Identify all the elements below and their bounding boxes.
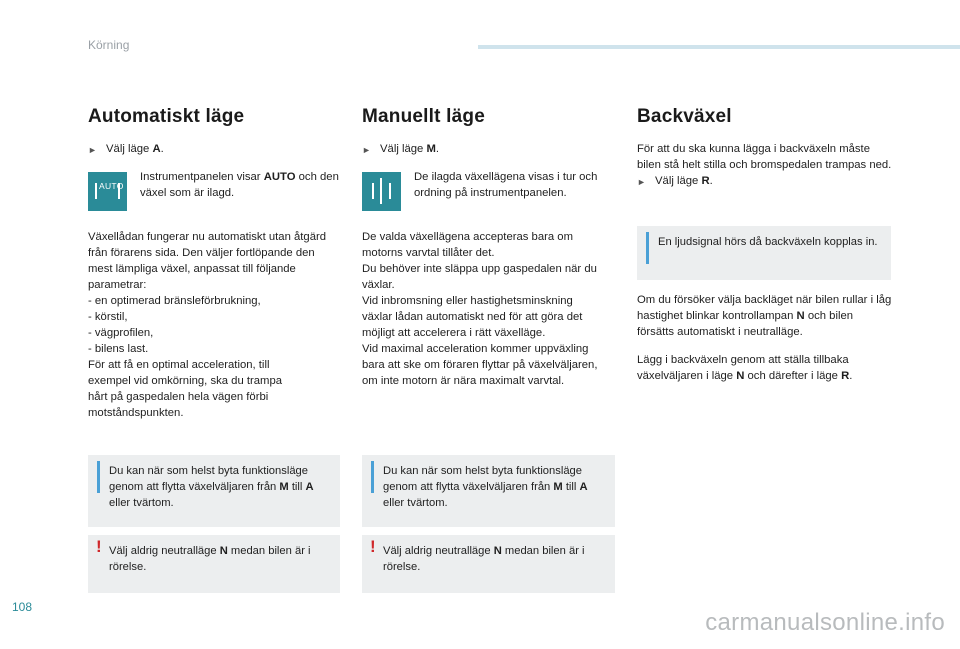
automatic-icon-row [88,169,350,213]
section-header: Körning [88,38,130,52]
reverse-step: ► Välj läge R. [637,173,892,190]
manual-step: ► Välj läge M. [362,141,624,158]
manual-title: Manuellt läge [362,106,485,127]
automatic-icon-text: Instrumentpanelen visar AUTO och den växel som är ilagd. [140,171,339,199]
header-bar [478,45,960,49]
step-arrow-icon: ► [88,145,97,155]
warning-note-box: ! Välj aldrig neutralläge N medan bilen är i rörelse. [362,535,615,593]
column-reverse [637,106,892,190]
reverse-body [637,292,892,384]
step-arrow-icon: ► [637,177,646,187]
automatic-title: Automatiskt läge [88,106,245,127]
reverse-title: Backväxel [637,106,732,127]
automatic-step: ► Välj läge A. [88,141,350,158]
watermark: carmanualsonline.info [705,609,945,636]
info-icon [97,461,100,493]
manual-body: De valda växellägena accepteras bara om motorns varvtal tillåter det. Du behöver inte släppa upp gaspedalen när du växlar. Vid inbromsning eller hastighetsminskning växlar lådan automatiskt ned för att göra det möjligt att accelerera i rätt växelläge. Vid maximal acceleration kommer uppväxling bara att ske om föraren flyttar på växelväljaren, om inte motorn är nära maximalt varvtal. [362,231,598,387]
page-number: 108 [12,600,33,614]
automatic-body: Växellådan fungerar nu automatiskt utan åtgärd från förarens sida. Den väljer fortlöpande den mest lämpliga växel, anpassat till följande parametrar: - en optimerad bränsleförbrukning, - körstil, - vägprofilen, - bilens last. För att få en optimal acceleration, till exempel vid omkörning, ska du trampa hårt på gaspedalen hela vägen förbi motståndspunkten. [88,231,327,419]
auto-mode-icon: AUTO [88,172,127,211]
warning-icon: ! [96,537,102,556]
warning-icon: ! [370,537,376,556]
column-manual [362,106,624,389]
step-arrow-icon: ► [362,145,371,155]
manual-icon-row [362,169,624,213]
reverse-intro: För att du ska kunna lägga i backväxeln måste bilen stå helt stilla och bromspedalen trampas ned. [637,143,892,171]
info-icon [646,232,649,264]
info-note-box: Du kan när som helst byta funktionsläge genom att flytta växelväljaren från M till A eller tvärtom. [362,455,615,527]
column-automatic [88,106,350,421]
info-note-box: Du kan när som helst byta funktionsläge genom att flytta växelväljaren från M till A eller tvärtom. [88,455,340,527]
manual-mode-icon [362,172,401,211]
reverse-para-2: Lägg i backväxeln genom att ställa tillbaka växelväljaren i läge N och därefter i läge R. [637,354,853,382]
warning-note-box: ! Välj aldrig neutralläge N medan bilen är i rörelse. [88,535,340,593]
info-icon [371,461,374,493]
reverse-info-box: En ljudsignal hörs då backväxeln kopplas in. [637,226,891,280]
manual-icon-text: De ilagda växellägena visas i tur och ordning på instrumentpanelen. [414,171,598,199]
reverse-para-1: Om du försöker välja backläget när bilen rullar i låg hastighet blinkar kontrollampan N och bilen försätts automatiskt i neutralläge. [637,294,892,338]
